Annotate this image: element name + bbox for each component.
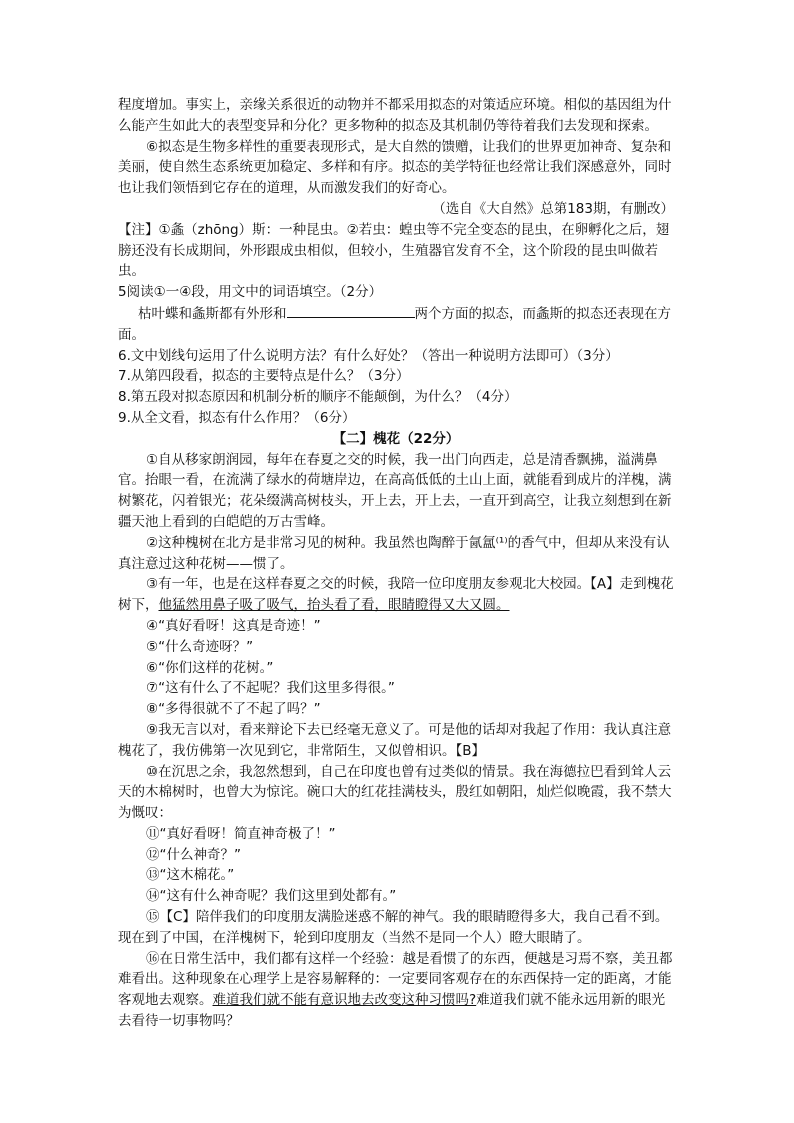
article-paragraph-6: ⑥“你们这样的花树。”	[146, 659, 274, 676]
underlined-sentence: 难道我们就不能有意识地去改变这种习惯吗?	[212, 992, 477, 1009]
question-9: 9.从全文看，拟态有什么作用？（6分）	[118, 409, 356, 426]
article-paragraph-4: ④“真好看呀！这真是奇迹！”	[146, 617, 321, 634]
footnote: 【注】①螽（zhōng）斯：一种昆虫。②若虫：蝗虫等不完全变态的昆虫，在卵孵化之后，翅膀还没有长成期间，外形跟成虫相似，但较小，生殖器官发育不全，这个阶段的昆虫叫做若虫。	[118, 221, 670, 280]
article-paragraph-11: ⑪“真好看呀！简直神奇极了！”	[146, 825, 336, 842]
question-6: 6.文中划线句运用了什么说明方法？有什么好处？（答出一种说明方法即可）（3分）	[118, 347, 619, 364]
article-paragraph-1: ①自从移家朗润园，每年在春夏之交的时候，我一出门向西走，总是清香飘拂，溢满鼻官。抬眼一看，在流满了绿水的荷塘岸边，在高高低低的土山上面，就能看到成片的洋槐，满树繁花，闪着银光；花朵缀满高树枝头，开上去，开上去，一直开到高空，让我立刻想到在新疆天池上看到的白皑皑的万古雪峰。	[118, 451, 672, 530]
article-paragraph-3	[118, 574, 674, 616]
question-5-fill	[118, 303, 674, 346]
article-paragraph-8: ⑧“多得很就不了不起了吗？”	[146, 701, 321, 718]
article-paragraph-7: ⑦“这有什么了不起呢？我们这里多得很。”	[146, 680, 395, 697]
q5-prefix: 枯叶蝶和螽斯都有外形和	[138, 305, 287, 322]
paragraph-16-text: ⑯在日常生活中，我们都有这样一个经验：越是看惯了的东西，便越是习焉不察，美丑都难看出。这种现象在心理学上是容易解释的：一定要同客观存在的东西保持一定的距离，才能客观地去观察。	[118, 950, 673, 1009]
paragraph-6: ⑥拟态是生物多样性的重要表现形式，是大自然的馈赠，让我们的世界更加神奇、复杂和美丽，使自然生态系统更加稳定、多样和有序。拟态的美学特征也经常让我们深感意外，同时也让我们领悟到它存在的道理，从而激发我们的好奇心。	[118, 138, 672, 197]
question-8: 8.第五段对拟态原因和机制分析的顺序不能颠倒，为什么？（4分）	[118, 389, 518, 406]
question-7: 7.从第四段看，拟态的主要特点是什么？（3分）	[118, 368, 410, 385]
article-paragraph-10: ⑩在沉思之余，我忽然想到，自己在印度也曾有过类似的情景。我在海德拉巴看到耸人云天的木棉树时，也曾大为惊诧。碗口大的红花挂满枝头，殷红如朝阳，灿烂似晚霞，我不禁大为慨叹：	[118, 763, 672, 822]
article-paragraph-5: ⑤“什么奇迹呀？”	[146, 638, 254, 655]
article-paragraph-2: ②这种槐树在北方是非常习见的树种。我虽然也陶醉于氤氲⁽¹⁾的香气中，但却从来没有认真注意过这种花树——惯了。	[118, 534, 670, 572]
q5-suffix: 两个方面的拟态，而螽斯的拟态还表现在方面。	[118, 305, 671, 343]
paragraph-3-text: ③有一年，也是在这样春夏之交的时候，我陪一位印度朋友参观北大校园。【A】走到槐花树下，	[118, 576, 674, 614]
paragraph-continuation: 程度增加。事实上，亲缘关系很近的动物并不都采用拟态的对策适应环境。相似的基因组为什么能产生如此大的表型变异和分化？更多物种的拟态及其机制仍等待着我们去发现和探索。	[118, 97, 672, 134]
article-paragraph-15: ⑮【C】陪伴我们的印度朋友满脸迷惑不解的神气。我的眼睛瞪得多大，我自己看不到。现在到了中国，在洋槐树下，轮到印度朋友（当然不是同一个人）瞪大眼睛了。	[118, 909, 669, 946]
document-page	[118, 95, 674, 1032]
answer-blank[interactable]	[287, 303, 415, 318]
article-paragraph-14: ⑭“这有什么神奇呢？我们这里到处都有。”	[146, 888, 397, 905]
section-title: 【二】槐花（22分）	[332, 430, 460, 447]
paragraph-16-end: 难道我们就不能永远用新的眼光去看待一切事物吗？	[118, 992, 666, 1030]
article-paragraph-16	[118, 949, 674, 1032]
article-paragraph-9: ⑨我无言以对，看来辩论下去已经毫无意义了。可是他的话却对我起了作用：我认真注意槐花了，我仿佛第一次见到它，非常陌生，又似曾相识。【B】	[118, 721, 672, 759]
underlined-sentence: 他猛然用鼻子吸了吸气，抬头看了看，眼睛瞪得又大又圆。	[158, 597, 510, 614]
article-paragraph-13: ⑬“这木棉花。”	[146, 867, 235, 884]
article-paragraph-12: ⑫“什么神奇？”	[146, 846, 241, 863]
question-5: 5阅读①一④段，用文中的词语填空。（2分）	[118, 284, 383, 301]
source-citation: （选自《大自然》总第183期，有删改）	[432, 200, 674, 217]
